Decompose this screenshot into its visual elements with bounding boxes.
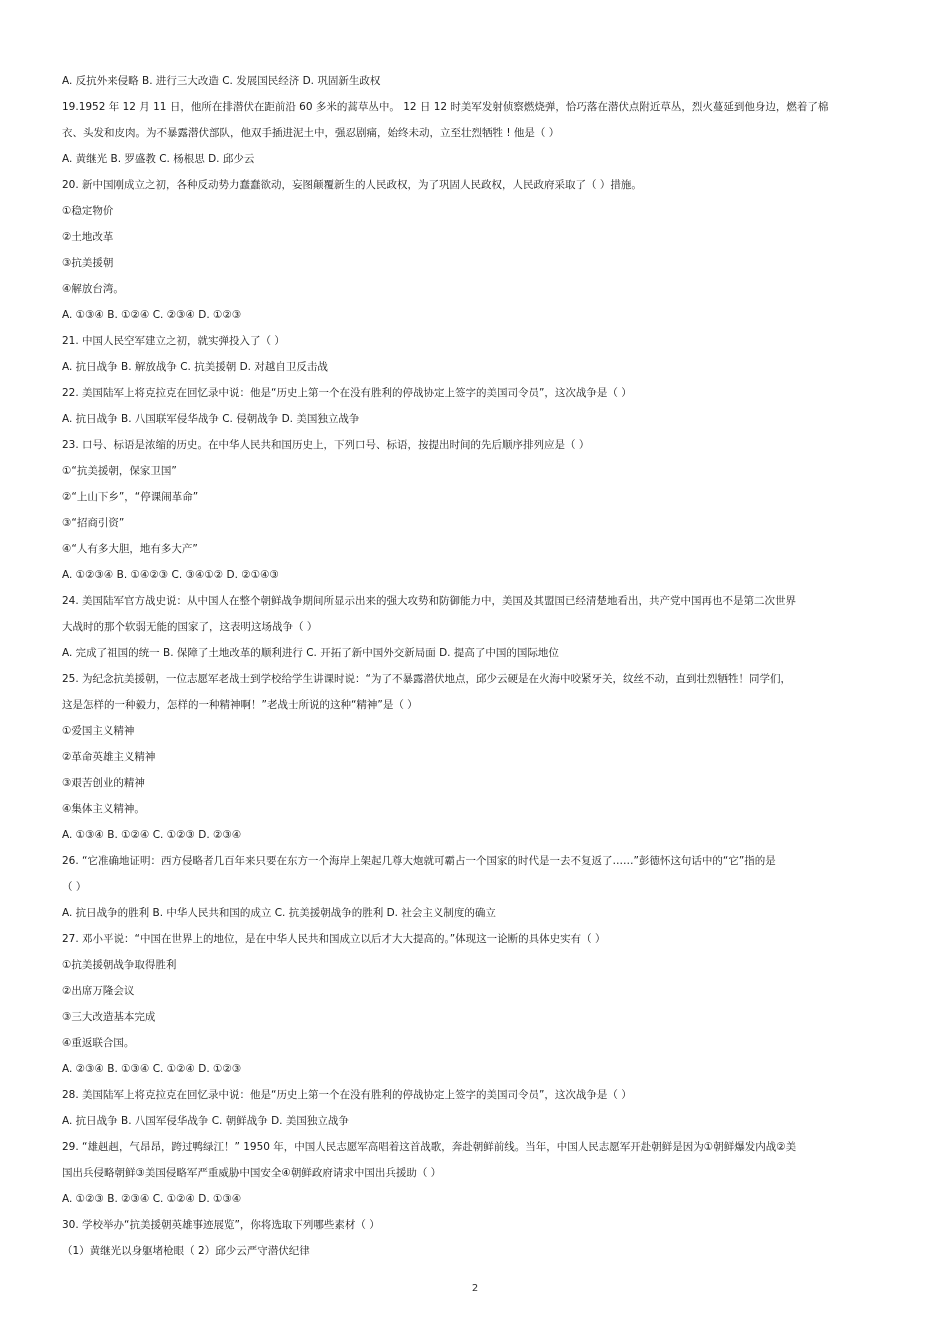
- text-line: 21. 中国人民空军建立之初，就实弹投入了（ ）: [62, 335, 285, 347]
- text-line: （1）黄继光以身躯堵枪眼（ 2）邱少云严守潜伏纪律: [62, 1245, 310, 1257]
- text-line: ④解放台湾。: [62, 283, 124, 295]
- text-line: A. 抗日战争的胜利 B. 中华人民共和国的成立 C. 抗美援朝战争的胜利 D. 社会主义制度的确立: [62, 907, 496, 919]
- text-line: 20. 新中国刚成立之初，各种反动势力蠢蠢欲动，妄图颠覆新生的人民政权，为了巩固人民政权，人民政府采取了（ ）措施。: [62, 179, 642, 191]
- text-line: A. ②③④ B. ①③④ C. ①②④ D. ①②③: [62, 1063, 242, 1075]
- text-line: ②土地改革: [62, 231, 114, 243]
- text-line: 29. “雄赳赳，气昂昂，跨过鸭绿江！” 1950 年，中国人民志愿军高唱着这首战歌，奔赴朝鲜前线。当年，中国人民志愿军开赴朝鲜是因为①朝鲜爆发内战②美: [62, 1141, 797, 1153]
- text-line: ①稳定物价: [62, 205, 114, 217]
- text-line: A. 反抗外来侵略 B. 进行三大改造 C. 发展国民经济 D. 巩固新生政权: [62, 75, 381, 87]
- text-line: ②出席万隆会议: [62, 985, 135, 997]
- text-line: 国出兵侵略朝鲜③美国侵略军严重威胁中国安全④朝鲜政府请求中国出兵援助（ ）: [62, 1167, 442, 1179]
- text-line: ①爱国主义精神: [62, 725, 135, 737]
- text-line: 23. 口号、标语是浓缩的历史。在中华人民共和国历史上，下列口号、标语，按提出时间的先后顺序排列应是（ ）: [62, 439, 590, 451]
- text-line: ①“抗美援朝，保家卫国”: [62, 465, 177, 477]
- text-line: A. 黄继光 B. 罗盛教 C. 杨根思 D. 邱少云: [62, 153, 255, 165]
- text-line: 19.1952 年 12 月 11 日，他所在排潜伏在距前沿 60 多米的蒿草丛中。 12 日 12 时美军发射侦察燃烧弹，恰巧落在潜伏点附近草丛，烈火蔓延到他身边，燃着了棉: [62, 101, 829, 113]
- text-line: ②革命英雄主义精神: [62, 751, 156, 763]
- text-line: ④重返联合国。: [62, 1037, 135, 1049]
- text-line: 大战时的那个软弱无能的国家了，这表明这场战争（ ）: [62, 621, 318, 633]
- page-number: 2: [471, 1283, 479, 1294]
- text-line: ①抗美援朝战争取得胜利: [62, 959, 177, 971]
- text-line: 27. 邓小平说：“中国在世界上的地位，是在中华人民共和国成立以后才大大提高的。”体现这一论断的具体史实有（ ）: [62, 933, 606, 945]
- text-line: 30. 学校举办“抗美援朝英雄事迹展览”，你将选取下列哪些素材（ ）: [62, 1219, 380, 1231]
- text-line: A. ①③④ B. ①②④ C. ①②③ D. ②③④: [62, 829, 242, 841]
- text-line: 这是怎样的一种毅力，怎样的一种精神啊！”老战士所说的这种“精神”是（ ）: [62, 699, 418, 711]
- text-line: ②“上山下乡”，“停课闹革命”: [62, 491, 199, 503]
- text-line: ③三大改造基本完成: [62, 1011, 156, 1023]
- text-line: A. 抗日战争 B. 八国军侵华战争 C. 朝鲜战争 D. 美国独立战争: [62, 1115, 349, 1127]
- text-line: 22. 美国陆军上将克拉克在回忆录中说：他是“历史上第一个在没有胜利的停战协定上签字的美国司令员”，这次战争是（ ）: [62, 387, 632, 399]
- text-line: 28. 美国陆军上将克拉克在回忆录中说：他是“历史上第一个在没有胜利的停战协定上签字的美国司令员”，这次战争是（ ）: [62, 1089, 632, 1101]
- question-text: [62, 70, 888, 1266]
- text-line: A. ①②③④ B. ①④②③ C. ③④①② D. ②①④③: [62, 569, 279, 581]
- text-line: 25. 为纪念抗美援朝，一位志愿军老战士到学校给学生讲课时说：“为了不暴露潜伏地点，邱少云硬是在火海中咬紧牙关，纹丝不动，直到壮烈牺牲！同学们，: [62, 673, 791, 685]
- text-line: ③艰苦创业的精神: [62, 777, 145, 789]
- text-line: A. 完成了祖国的统一 B. 保障了土地改革的顺利进行 C. 开拓了新中国外交新局面 D. 提高了中国的国际地位: [62, 647, 559, 659]
- text-line: A. 抗日战争 B. 解放战争 C. 抗美援朝 D. 对越自卫反击战: [62, 361, 328, 373]
- text-line: （ ）: [62, 881, 87, 893]
- text-line: A. ①②③ B. ②③④ C. ①②④ D. ①③④: [62, 1193, 242, 1205]
- text-line: ③抗美援朝: [62, 257, 114, 269]
- text-line: A. 抗日战争 B. 八国联军侵华战争 C. 侵朝战争 D. 美国独立战争: [62, 413, 360, 425]
- text-line: 衣、头发和皮肉。为不暴露潜伏部队，他双手插进泥土中，强忍剧痛，始终未动，立至壮烈牺牲 ! 他是（ ）: [62, 127, 560, 139]
- text-line: ③“招商引资”: [62, 517, 125, 529]
- text-line: ④“人有多大胆，地有多大产”: [62, 543, 198, 555]
- text-line: ④集体主义精神。: [62, 803, 145, 815]
- text-line: 26. “它准确地证明：西方侵略者几百年来只要在东方一个海岸上架起几尊大炮就可霸占一个国家的时代是一去不复返了……”彭德怀这句话中的“它”指的是: [62, 855, 776, 867]
- text-line: A. ①③④ B. ①②④ C. ②③④ D. ①②③: [62, 309, 242, 321]
- text-line: 24. 美国陆军官方战史说：从中国人在整个朝鲜战争期间所显示出来的强大攻势和防御能力中，美国及其盟国已经清楚地看出，共产党中国再也不是第二次世界: [62, 595, 797, 607]
